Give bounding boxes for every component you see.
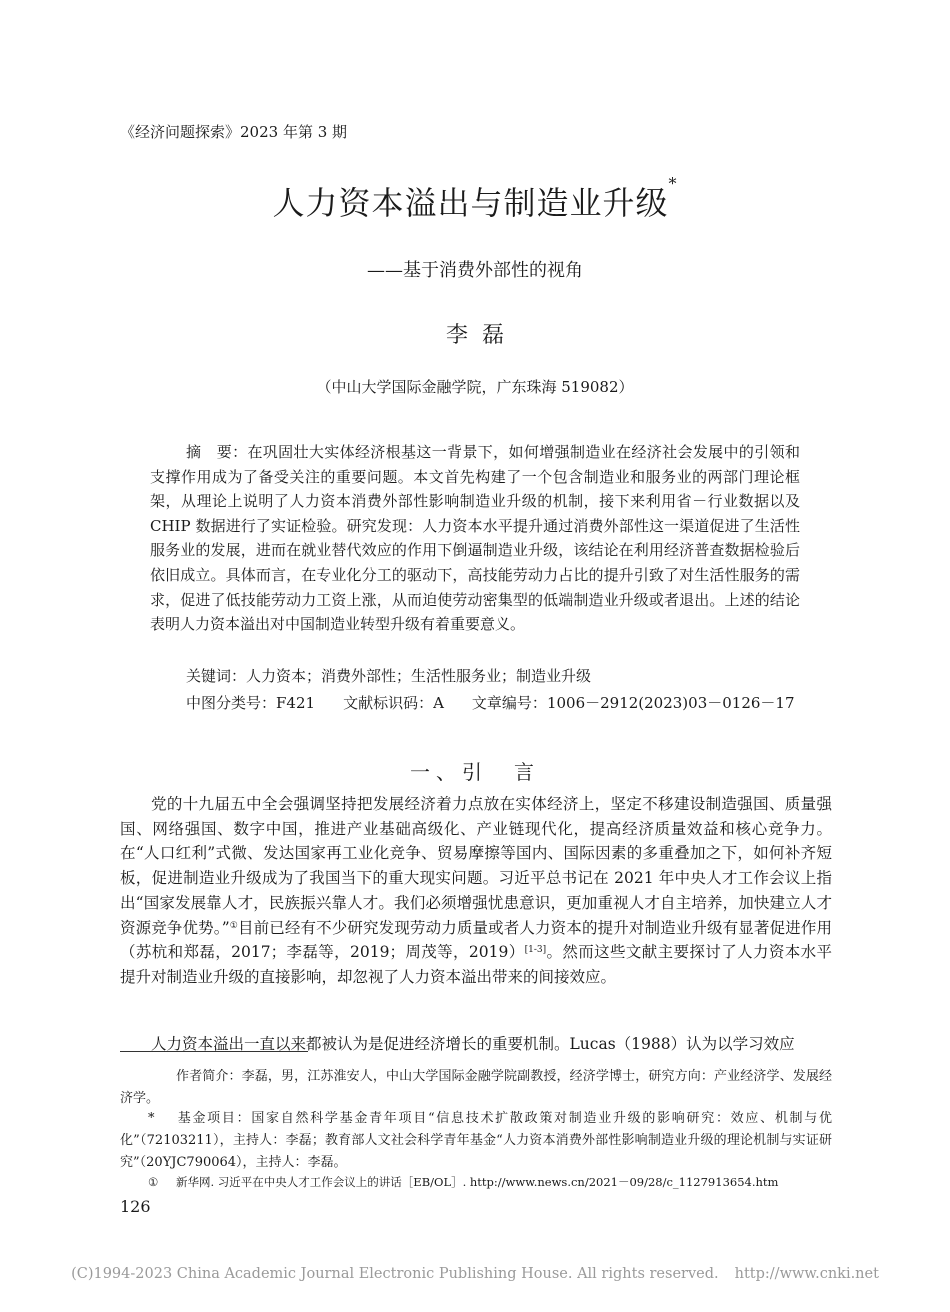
journal-issue: 《经济问题探索》2023 年第 3 期: [120, 123, 348, 141]
title-text: 人力资本溢出与制造业升级: [272, 184, 669, 222]
fund-text: 基金项目：国家自然科学基金青年项目“信息技术扩散政策对制造业升级的影响研究：效应、机制与优化”（72103211），主持人：李磊；教育部人文社会科学青年基金“人力资本消费外部性影响制造业升级的理论机制与实证研究”（20YJC790064），主持人：李磊。: [120, 1111, 832, 1170]
classification-line: [186, 692, 795, 713]
article-subtitle: ——基于消费外部性的视角: [367, 260, 583, 281]
section-heading: 一、引 言: [410, 760, 540, 784]
source-mark: ①: [148, 1175, 159, 1189]
abstract: [150, 440, 800, 637]
citation-ref: [1-3]: [524, 945, 547, 956]
doc-code-value: A: [433, 694, 444, 712]
body-paragraph: 人力资本溢出一直以来都被认为是促进经济增长的重要机制。Lucas（1988）认为以学习效应: [151, 1035, 795, 1053]
body-text: 党的十九届五中全会强调坚持把发展经济着力点放在实体经济上，坚定不移建设制造强国、质量强国、网络强国、数字中国，推进产业基础高级化、产业链现代化，提高经济质量效益和核心竞争力。在“人口红利”式微、发达国家再工业化竞争、贸易摩擦等国内、国际因素的多重叠加之下，如何补齐短板，促进制造业升级成为了我国当下的重大现实问题。习近平总书记在 2021 年中央人才工作会议上指出“国家发展靠人才，民族振兴靠人才。我们必须增强忧患意识，更加重视人才自主培养，加快建立人才资源竞争优势。”: [120, 795, 832, 937]
article-number-value: 1006－2912(2023)03－0126－17: [546, 694, 795, 712]
author-name: 李磊: [445, 323, 518, 348]
footnote-fund: [120, 1108, 832, 1174]
body-text: 目前已经有不少研究发现劳动力质量或者人力资本的提升对制造业升级有显著促进作用（苏杭和郑磊，2017；李磊等，2019；周茂等，2019）: [120, 918, 832, 962]
footnote-ref: ①: [229, 920, 238, 931]
article-number-label: 文章编号：: [471, 694, 547, 712]
fund-mark: *: [148, 1111, 155, 1126]
copyright-line: [0, 1266, 950, 1282]
clc-label: 中图分类号：: [186, 694, 277, 712]
keywords-label: 关键词：: [186, 667, 247, 685]
body-text: 。然而这些文献主要探讨了人力资本水平提升对制造业升级的直接影响，却忽视了人力资本溢出带来的间接效应。: [120, 943, 832, 986]
cnki-url[interactable]: http://www.cnki.net: [734, 1266, 879, 1282]
clc-value: F421: [276, 694, 316, 712]
body-paragraph: [120, 792, 832, 990]
copyright-text: (C)1994-2023 China Academic Journal Electronic Publishing House. All rights reserved.: [71, 1266, 719, 1282]
footnote-source: [120, 1171, 832, 1193]
page-number: 126: [120, 1197, 151, 1216]
keywords: [186, 665, 591, 686]
keywords-text: 人力资本；消费外部性；生活性服务业；制造业升级: [246, 667, 592, 685]
source-text: 新华网. 习近平在中央人才工作会议上的讲话［EB/OL］. http://www.news.cn/2021－09/28/c_1127913654.htm: [176, 1175, 779, 1189]
doc-code-label: 文献标识码：: [343, 694, 434, 712]
abstract-text: 在巩固壮大实体经济根基这一背景下，如何增强制造业在经济社会发展中的引领和支撑作用成为了备受关注的重要问题。本文首先构建了一个包含制造业和服务业的两部门理论框架，从理论上说明了人力资本消费外部性影响制造业升级的机制，接下来利用省－行业数据以及 CHIP 数据进行了实证检验。研究发现：人力资本水平提升通过消费外部性这一渠道促进了生活性服务业的发展，进而在就业替代效应的作用下倒逼制造业升级，该结论在利用经济普查数据检验后依旧成立。具体而言，在专业化分工的驱动下，高技能劳动力占比的提升引致了对生活性服务的需求，促进了低技能劳动力工资上涨，从而迫使劳动密集型的低端制造业升级或者退出。上述的结论表明人力资本溢出对中国制造业转型升级有着重要意义。: [150, 443, 800, 634]
author-affiliation: （中山大学国际金融学院，广东珠海 519082）: [316, 378, 634, 396]
footnote-divider: [120, 1051, 308, 1052]
article-title: [0, 174, 950, 224]
abstract-label: 摘 要：: [186, 443, 248, 461]
title-footnote-mark: *: [668, 174, 678, 193]
footnote-author: 作者简介：李磊，男，江苏淮安人，中山大学国际金融学院副教授，经济学博士，研究方向：产业经济学、发展经济学。: [120, 1069, 832, 1106]
